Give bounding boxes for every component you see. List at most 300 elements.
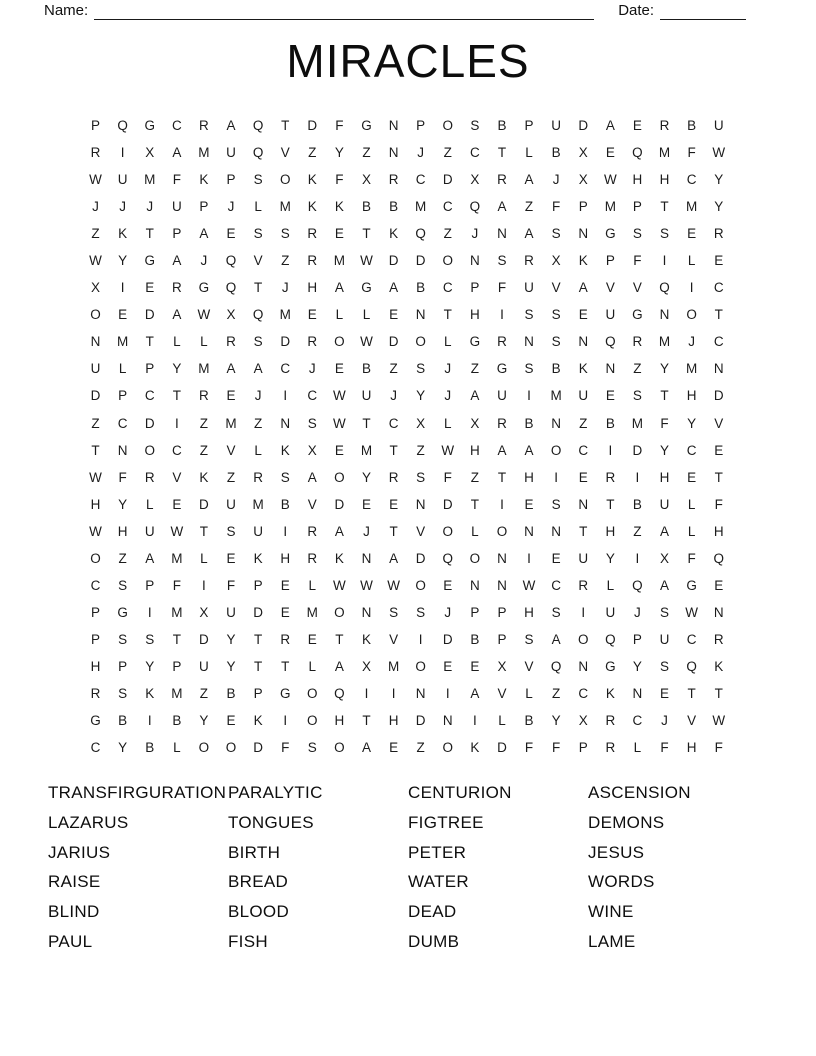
grid-letter: J <box>471 226 479 242</box>
grid-letter: U <box>117 172 128 188</box>
grid-letter: Q <box>686 658 697 674</box>
grid-letter: M <box>685 361 698 377</box>
grid-letter: H <box>713 523 724 539</box>
grid-letter: W <box>603 172 617 188</box>
grid-letter: W <box>441 442 455 458</box>
grid-letter: C <box>686 631 697 647</box>
grid-letter: Z <box>443 226 452 242</box>
grid-letter: L <box>254 442 262 458</box>
grid-letter: H <box>334 713 345 729</box>
grid-letter: U <box>551 118 562 134</box>
grid-letter: O <box>442 740 454 756</box>
grid-letter: J <box>254 388 262 404</box>
grid-letter: N <box>713 361 724 377</box>
grid-letter: L <box>687 253 696 269</box>
grid-letter: E <box>687 469 697 485</box>
grid-letter: U <box>578 550 589 566</box>
grid-letter: D <box>388 334 399 350</box>
grid-letter: O <box>307 713 318 729</box>
grid-letter: U <box>578 388 589 404</box>
grid-letter: T <box>497 145 507 161</box>
grid-letter: D <box>280 334 291 350</box>
grid-letter: Y <box>199 713 209 729</box>
grid-letter: X <box>361 172 371 188</box>
grid-letter: S <box>660 226 670 242</box>
grid-letter: H <box>686 388 697 404</box>
grid-letter: F <box>443 469 452 485</box>
grid-letter: P <box>145 361 155 377</box>
grid-letter: P <box>470 280 480 296</box>
grid-letter: E <box>145 280 155 296</box>
grid-letter: F <box>335 118 344 134</box>
grid-letter: W <box>712 713 726 729</box>
grid-letter: B <box>172 713 182 729</box>
grid-letter: F <box>714 496 723 512</box>
grid-letter: A <box>524 226 534 242</box>
word-list-item: TONGUES <box>228 812 314 832</box>
grid-letter: K <box>145 686 155 701</box>
grid-letter: R <box>605 740 616 756</box>
grid-letter: S <box>632 226 642 242</box>
grid-letter: C <box>469 145 480 161</box>
grid-letter: P <box>632 199 642 215</box>
grid-letter: W <box>360 577 373 593</box>
grid-letter: M <box>658 145 671 161</box>
grid-letter: O <box>415 658 426 674</box>
grid-letter: E <box>578 307 588 323</box>
grid-letter: N <box>578 496 589 512</box>
grid-letter: D <box>334 496 345 512</box>
grid-letter: M <box>387 658 400 674</box>
grid-letter: U <box>659 631 670 647</box>
grid-letter: N <box>524 523 534 539</box>
grid-letter: L <box>525 686 533 701</box>
word-list-item: BLIND <box>48 902 100 922</box>
grid-letter: A <box>226 118 236 134</box>
grid-letter: Z <box>470 361 479 377</box>
grid-letter: Z <box>389 361 398 377</box>
word-list-item: DEAD <box>408 902 457 922</box>
grid-letter: E <box>389 307 399 323</box>
grid-letter: A <box>361 740 371 756</box>
grid-letter: Q <box>252 118 264 134</box>
grid-letter: S <box>226 523 236 539</box>
grid-letter: F <box>714 740 723 756</box>
grid-letter: Z <box>281 253 290 269</box>
grid-letter: J <box>634 604 641 620</box>
grid-letter: X <box>416 415 426 431</box>
grid-letter: T <box>714 307 723 323</box>
grid-letter: P <box>91 118 101 134</box>
grid-letter: M <box>685 199 698 215</box>
grid-letter: R <box>144 469 155 485</box>
grid-letter: S <box>551 604 561 620</box>
grid-letter: E <box>632 118 642 134</box>
grid-letter: S <box>118 631 128 647</box>
word-list-item: WINE <box>588 902 634 922</box>
grid-letter: W <box>712 145 726 161</box>
grid-letter: N <box>361 550 372 566</box>
grid-letter: V <box>280 145 290 161</box>
grid-letter: S <box>416 361 426 377</box>
grid-letter: G <box>469 334 481 350</box>
grid-letter: D <box>144 307 155 323</box>
grid-letter: S <box>118 577 128 593</box>
grid-letter: L <box>173 740 181 756</box>
grid-letter: O <box>442 253 454 269</box>
grid-letter: T <box>253 280 263 296</box>
grid-letter: D <box>199 496 209 512</box>
grid-letter: G <box>632 307 643 323</box>
grid-letter: G <box>90 713 101 729</box>
grid-letter: M <box>279 307 291 323</box>
grid-letter: V <box>172 469 182 485</box>
grid-letter: P <box>172 658 182 674</box>
grid-letter: B <box>524 415 534 431</box>
grid-letter: V <box>551 280 561 296</box>
grid-letter: T <box>606 496 615 512</box>
grid-letter: F <box>633 253 642 269</box>
grid-letter: H <box>605 523 616 539</box>
grid-letter: R <box>578 577 589 593</box>
grid-letter: P <box>253 686 263 701</box>
grid-letter: Q <box>117 118 128 134</box>
word-search-grid <box>82 112 732 761</box>
grid-letter: I <box>364 686 369 701</box>
grid-letter: P <box>199 199 209 215</box>
grid-letter: E <box>334 442 344 458</box>
grid-letter: M <box>171 550 183 566</box>
grid-letter: P <box>416 118 426 134</box>
grid-letter: H <box>469 307 480 323</box>
grid-letter: Q <box>605 334 616 350</box>
grid-letter: R <box>388 172 399 188</box>
grid-letter: D <box>253 740 263 756</box>
word-list-column <box>588 778 768 957</box>
grid-letter: O <box>550 442 562 458</box>
grid-letter: L <box>362 307 371 323</box>
grid-letter: R <box>199 388 209 404</box>
grid-letter: W <box>89 172 102 188</box>
grid-letter: B <box>361 361 371 377</box>
grid-letter: L <box>254 199 262 215</box>
grid-letter: E <box>226 226 236 242</box>
word-list-item: BIRTH <box>228 842 281 862</box>
grid-letter: I <box>500 496 504 512</box>
grid-letter: Y <box>226 658 236 674</box>
grid-letter: L <box>118 361 127 377</box>
word-list-item: WATER <box>408 872 469 892</box>
grid-letter: Q <box>334 686 345 701</box>
grid-letter: P <box>118 658 128 674</box>
grid-letter: L <box>200 550 208 566</box>
word-list-item: FIGTREE <box>408 812 484 832</box>
grid-letter: S <box>389 604 399 620</box>
grid-letter: I <box>418 631 423 647</box>
grid-letter: Z <box>579 415 588 431</box>
grid-letter: U <box>144 523 155 539</box>
grid-letter: S <box>551 226 561 242</box>
grid-letter: I <box>391 686 396 701</box>
grid-letter: N <box>442 713 453 729</box>
grid-letter: Y <box>226 631 236 647</box>
grid-letter: X <box>361 658 371 674</box>
grid-letter: E <box>172 496 182 512</box>
grid-letter: W <box>89 253 102 269</box>
grid-letter: U <box>524 280 534 296</box>
grid-letter: S <box>307 740 317 756</box>
grid-letter: S <box>253 334 263 350</box>
grid-letter: M <box>117 334 129 350</box>
grid-letter: P <box>470 604 480 620</box>
grid-letter: S <box>632 388 642 404</box>
grid-letter: H <box>524 469 534 485</box>
grid-letter: B <box>605 415 615 431</box>
grid-letter: S <box>524 307 534 323</box>
grid-letter: N <box>632 686 643 701</box>
grid-letter: J <box>552 172 560 188</box>
grid-letter: O <box>334 604 345 620</box>
grid-letter: B <box>470 631 480 647</box>
grid-letter: X <box>145 145 155 161</box>
word-list-item: PETER <box>408 842 467 862</box>
grid-letter: U <box>226 145 236 161</box>
grid-letter: J <box>417 145 425 161</box>
grid-letter: D <box>415 550 426 566</box>
grid-letter: P <box>524 118 534 134</box>
grid-letter: W <box>360 334 373 350</box>
grid-letter: E <box>714 442 724 458</box>
grid-letter: P <box>118 388 128 404</box>
word-list-column <box>228 778 408 957</box>
grid-letter: E <box>605 388 615 404</box>
grid-letter: N <box>713 604 724 620</box>
grid-letter: D <box>388 253 399 269</box>
grid-letter: T <box>443 307 452 323</box>
grid-letter: R <box>90 145 101 161</box>
grid-letter: G <box>605 658 616 674</box>
grid-letter: Q <box>469 199 481 215</box>
grid-letter: S <box>253 172 263 188</box>
grid-letter: E <box>443 577 453 593</box>
grid-letter: Z <box>416 442 425 458</box>
grid-letter: E <box>226 550 236 566</box>
grid-letter: S <box>280 469 290 485</box>
grid-letter: I <box>147 713 152 729</box>
grid-letter: X <box>470 415 480 431</box>
word-list-item: PAUL <box>48 931 93 951</box>
grid-letter: T <box>281 118 290 134</box>
grid-letter: C <box>388 415 399 431</box>
grid-letter: X <box>199 604 209 620</box>
grid-letter: Q <box>550 658 562 674</box>
grid-letter: E <box>714 253 724 269</box>
grid-letter: Y <box>714 199 724 215</box>
grid-letter: E <box>389 740 399 756</box>
grid-letter: A <box>497 199 507 215</box>
grid-letter: X <box>578 145 588 161</box>
grid-letter: T <box>687 686 696 701</box>
grid-letter: M <box>171 686 183 701</box>
grid-letter: P <box>497 631 507 647</box>
grid-letter: E <box>118 307 128 323</box>
grid-letter: Q <box>605 631 616 647</box>
grid-letter: O <box>442 118 454 134</box>
grid-letter: I <box>527 388 531 404</box>
grid-letter: U <box>253 523 263 539</box>
grid-letter: E <box>687 226 697 242</box>
grid-letter: Q <box>632 145 643 161</box>
grid-letter: A <box>389 550 399 566</box>
grid-letter: X <box>226 307 236 323</box>
grid-letter: A <box>145 550 155 566</box>
grid-letter: J <box>444 604 452 620</box>
grid-letter: K <box>199 172 209 188</box>
grid-letter: T <box>470 496 479 512</box>
grid-letter: M <box>631 415 644 431</box>
grid-letter: F <box>687 550 696 566</box>
grid-letter: K <box>714 658 724 674</box>
grid-letter: T <box>362 226 371 242</box>
grid-letter: V <box>687 713 697 729</box>
header-row <box>44 2 776 20</box>
grid-letter: Y <box>118 496 128 512</box>
grid-letter: H <box>280 550 291 566</box>
grid-letter: T <box>172 388 181 404</box>
grid-letter: M <box>198 361 210 377</box>
grid-letter: U <box>659 496 670 512</box>
grid-letter: P <box>145 577 155 593</box>
grid-letter: W <box>89 523 102 539</box>
grid-letter: H <box>117 523 128 539</box>
grid-letter: O <box>307 686 318 701</box>
grid-letter: N <box>524 334 534 350</box>
grid-letter: R <box>524 253 534 269</box>
grid-letter: O <box>279 172 291 188</box>
grid-letter: O <box>334 740 345 756</box>
grid-letter: K <box>253 713 263 729</box>
grid-letter: R <box>171 280 182 296</box>
grid-letter: B <box>497 118 507 134</box>
word-list-item: JESUS <box>588 842 645 862</box>
grid-letter: J <box>281 280 289 296</box>
grid-letter: O <box>496 523 508 539</box>
grid-letter: A <box>172 307 182 323</box>
grid-letter: M <box>171 604 183 620</box>
grid-letter: L <box>471 523 479 539</box>
grid-letter: C <box>686 442 697 458</box>
grid-letter: O <box>90 550 101 566</box>
grid-letter: I <box>174 415 179 431</box>
grid-letter: T <box>660 199 669 215</box>
grid-letter: R <box>659 118 670 134</box>
grid-letter: N <box>415 307 426 323</box>
grid-letter: X <box>497 658 507 674</box>
grid-letter: N <box>497 550 507 566</box>
grid-letter: H <box>90 496 101 512</box>
grid-letter: O <box>415 334 426 350</box>
grid-letter: O <box>415 577 426 593</box>
grid-letter: X <box>551 253 561 269</box>
grid-letter: S <box>551 307 561 323</box>
grid-letter: I <box>120 145 125 161</box>
grid-letter: D <box>415 253 426 269</box>
grid-letter: U <box>497 388 507 404</box>
grid-letter: N <box>117 442 128 458</box>
grid-letter: Y <box>660 361 670 377</box>
grid-letter: H <box>90 658 101 674</box>
grid-letter: Y <box>145 658 155 674</box>
grid-letter: C <box>144 388 155 404</box>
word-list <box>48 778 768 957</box>
grid-letter: Z <box>524 199 534 215</box>
grid-letter: I <box>635 550 640 566</box>
grid-letter: Z <box>91 415 100 431</box>
grid-letter: H <box>388 713 399 729</box>
grid-letter: E <box>605 145 615 161</box>
grid-letter: Z <box>199 442 209 458</box>
grid-letter: M <box>333 253 346 269</box>
grid-letter: F <box>281 740 290 756</box>
grid-letter: A <box>524 442 534 458</box>
grid-letter: G <box>496 361 508 377</box>
grid-letter: K <box>307 172 317 188</box>
grid-letter: I <box>202 577 206 593</box>
grid-letter: P <box>632 631 642 647</box>
grid-letter: N <box>415 496 426 512</box>
grid-letter: E <box>334 226 344 242</box>
grid-letter: I <box>283 388 288 404</box>
grid-letter: P <box>578 740 588 756</box>
grid-letter: U <box>361 388 372 404</box>
grid-letter: B <box>280 496 290 512</box>
grid-letter: F <box>687 145 696 161</box>
grid-letter: E <box>389 496 399 512</box>
grid-letter: F <box>552 740 561 756</box>
grid-letter: N <box>578 658 589 674</box>
grid-letter: G <box>144 253 155 269</box>
grid-letter: R <box>307 253 318 269</box>
grid-letter: T <box>389 523 398 539</box>
grid-letter: Q <box>713 550 724 566</box>
grid-letter: L <box>498 713 506 729</box>
grid-letter: S <box>470 118 480 134</box>
grid-letter: S <box>660 658 670 674</box>
grid-letter: G <box>361 118 372 134</box>
grid-letter: G <box>117 604 128 620</box>
grid-letter: C <box>90 577 101 593</box>
grid-letter: R <box>632 334 643 350</box>
grid-letter: F <box>497 280 507 296</box>
grid-letter: R <box>307 334 318 350</box>
grid-letter: L <box>444 415 452 431</box>
grid-letter: L <box>606 577 615 593</box>
grid-letter: X <box>578 713 588 729</box>
grid-letter: V <box>416 523 426 539</box>
grid-letter: H <box>659 172 670 188</box>
grid-letter: Z <box>118 550 127 566</box>
grid-letter: D <box>199 631 209 647</box>
grid-letter: O <box>90 307 101 323</box>
grid-letter: T <box>145 226 154 242</box>
grid-letter: T <box>145 334 154 350</box>
grid-letter: L <box>525 145 533 161</box>
grid-letter: S <box>551 334 561 350</box>
grid-letter: O <box>144 442 155 458</box>
grid-letter: F <box>172 172 181 188</box>
grid-letter: Q <box>252 145 264 161</box>
grid-letter: E <box>307 307 317 323</box>
